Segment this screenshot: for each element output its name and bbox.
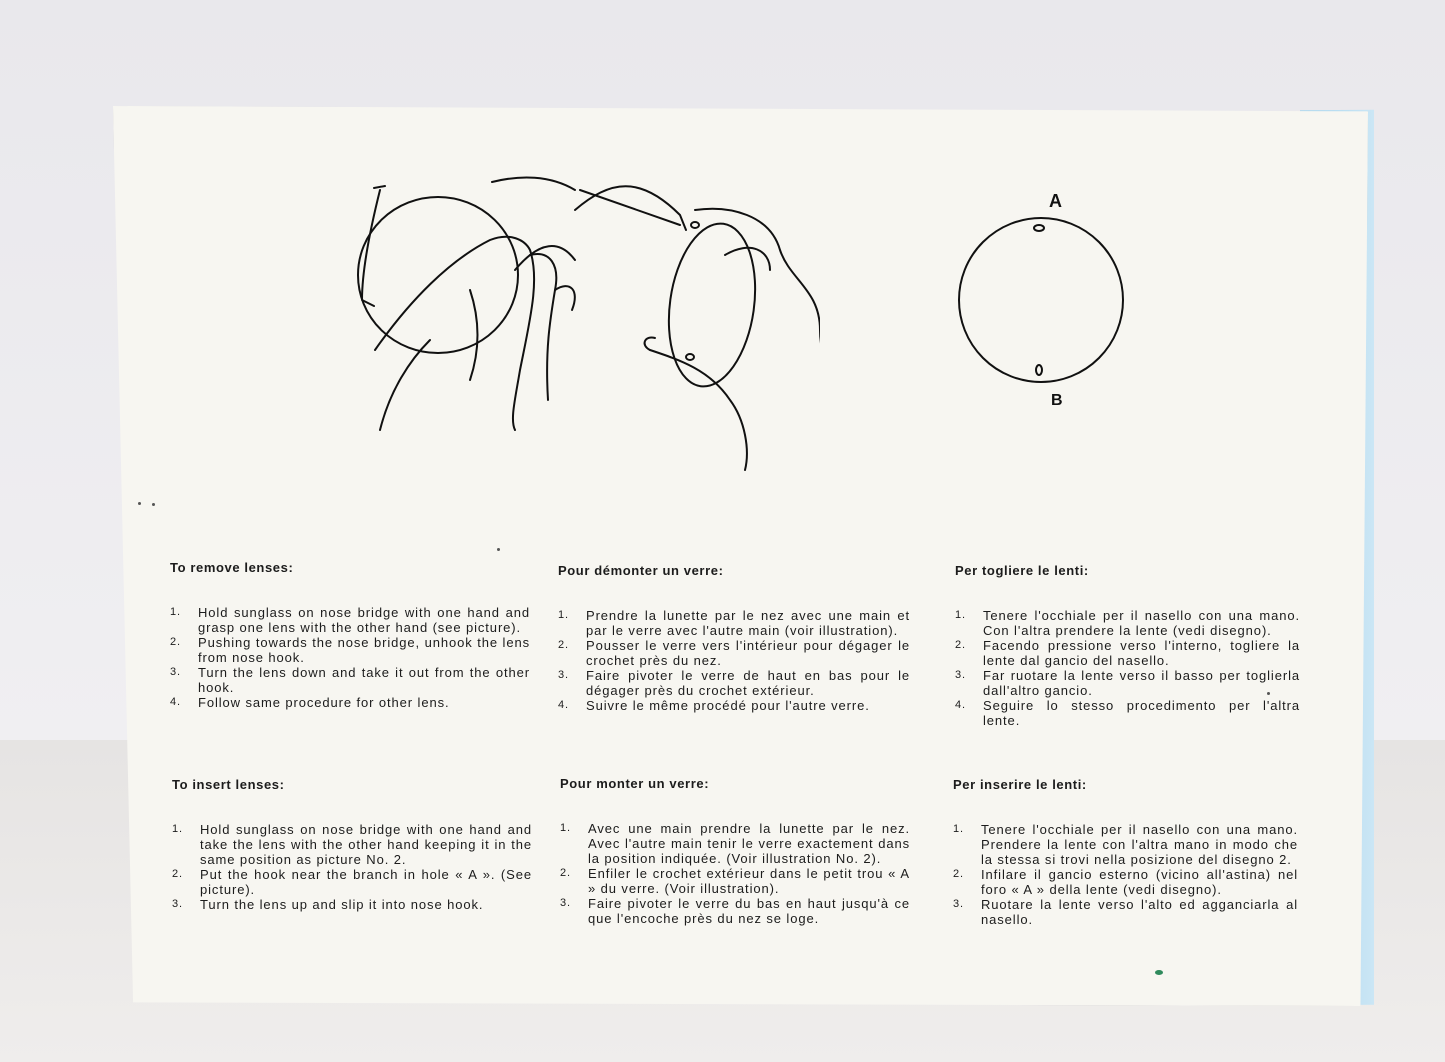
demonter-steps-list	[558, 608, 910, 713]
list-item: 1. Prendre la lunette par le nez avec une main et par le verre avec l'autre main (voir illustration).	[558, 608, 910, 638]
hands-removing-lens-illustration	[350, 170, 820, 480]
list-item: 4. Follow same procedure for other lens.	[170, 695, 450, 710]
list-item: 1. Tenere l'occhiale per il nasello con una mano. Con l'altra prendere la lente (vedi disegno).	[955, 608, 1300, 638]
column-english	[170, 560, 530, 710]
list-item: 1. Hold sunglass on nose bridge with one hand and grasp one lens with the other hand (see picture).	[170, 605, 530, 635]
list-item: 1. Avec une main prendre la lunette par le nez. Avec l'autre main tenir le verre exactement dans la position indiquée. (Voir illustration No. 2).	[560, 821, 910, 866]
heading-inserire-lenti: Per inserire le lenti:	[953, 777, 1087, 792]
list-item: 2. Pousser le verre vers l'intérieur pour dégager le crochet près du nez.	[558, 638, 910, 668]
heading-remove-lenses: To remove lenses:	[170, 560, 294, 575]
right-lens	[659, 218, 765, 392]
hole-a	[1034, 225, 1044, 231]
paper-speck	[152, 503, 155, 506]
heading-demonter-verre: Pour démonter un verre:	[558, 563, 724, 578]
heading-insert-lenses: To insert lenses:	[172, 777, 285, 792]
left-lens	[358, 197, 518, 353]
paper-speck	[138, 502, 141, 505]
list-item: 1. Hold sunglass on nose bridge with one hand and take the lens with the other hand keeping it in the same position as picture No. 2.	[172, 822, 532, 867]
list-item: 2. Enfiler le crochet extérieur dans le petit trou « A » du verre. (Voir illustration).	[560, 866, 910, 896]
monter-steps-list	[560, 821, 910, 926]
insert-steps-list	[172, 822, 532, 912]
list-item: 3. Faire pivoter le verre de haut en bas pour le dégager près du crochet extérieur.	[558, 668, 910, 698]
list-item: 3. Ruotare la lente verso l'alto ed agganciarla al nasello.	[953, 897, 1298, 927]
column-french-insert	[560, 776, 910, 926]
column-french	[558, 563, 910, 713]
paper-speck	[497, 548, 500, 551]
list-item: 1. Tenere l'occhiale per il nasello con una mano. Prendere la lente con l'altra mano in modo che la stessa si trovi nella posizione del disegno 2.	[953, 822, 1298, 867]
lens-diagram	[945, 185, 1145, 415]
list-item: 3. Faire pivoter le verre du bas en haut jusqu'à ce que l'encoche près du nez se loge.	[560, 896, 910, 926]
list-item: 3. Turn the lens up and slip it into nose hook.	[172, 897, 484, 912]
column-english-insert	[172, 777, 532, 912]
label-a: A	[1049, 191, 1062, 211]
list-item: 2. Infilare il gancio esterno (vicino all'astina) nel foro « A » della lente (vedi disegno).	[953, 867, 1298, 897]
remove-steps-list	[170, 605, 530, 710]
paper-speck	[1267, 692, 1270, 695]
label-b: B	[1051, 392, 1063, 409]
list-item: 4. Suivre le même procédé pour l'autre verre.	[558, 698, 870, 713]
list-item: 2. Facendo pressione verso l'interno, togliere la lente dal gancio del nasello.	[955, 638, 1300, 668]
heading-togliere-lenti: Per togliere le lenti:	[955, 563, 1089, 578]
column-italian-insert	[953, 777, 1298, 927]
column-italian	[955, 563, 1300, 728]
list-item: 2. Pushing towards the nose bridge, unhook the lens from nose hook.	[170, 635, 530, 665]
togliere-steps-list	[955, 608, 1300, 728]
heading-monter-verre: Pour monter un verre:	[560, 776, 710, 791]
hole-b	[1036, 365, 1042, 375]
list-item: 3. Far ruotare la lente verso il basso per toglierla dall'altro gancio.	[955, 668, 1300, 698]
list-item: 2. Put the hook near the branch in hole « A ». (See picture).	[172, 867, 532, 897]
green-ink-mark	[1155, 970, 1163, 975]
list-item: 4. Seguire lo stesso procedimento per l'altra lente.	[955, 698, 1300, 728]
list-item: 3. Turn the lens down and take it out from the other hook.	[170, 665, 530, 695]
inserire-steps-list	[953, 822, 1298, 927]
lens-outline	[959, 218, 1123, 382]
